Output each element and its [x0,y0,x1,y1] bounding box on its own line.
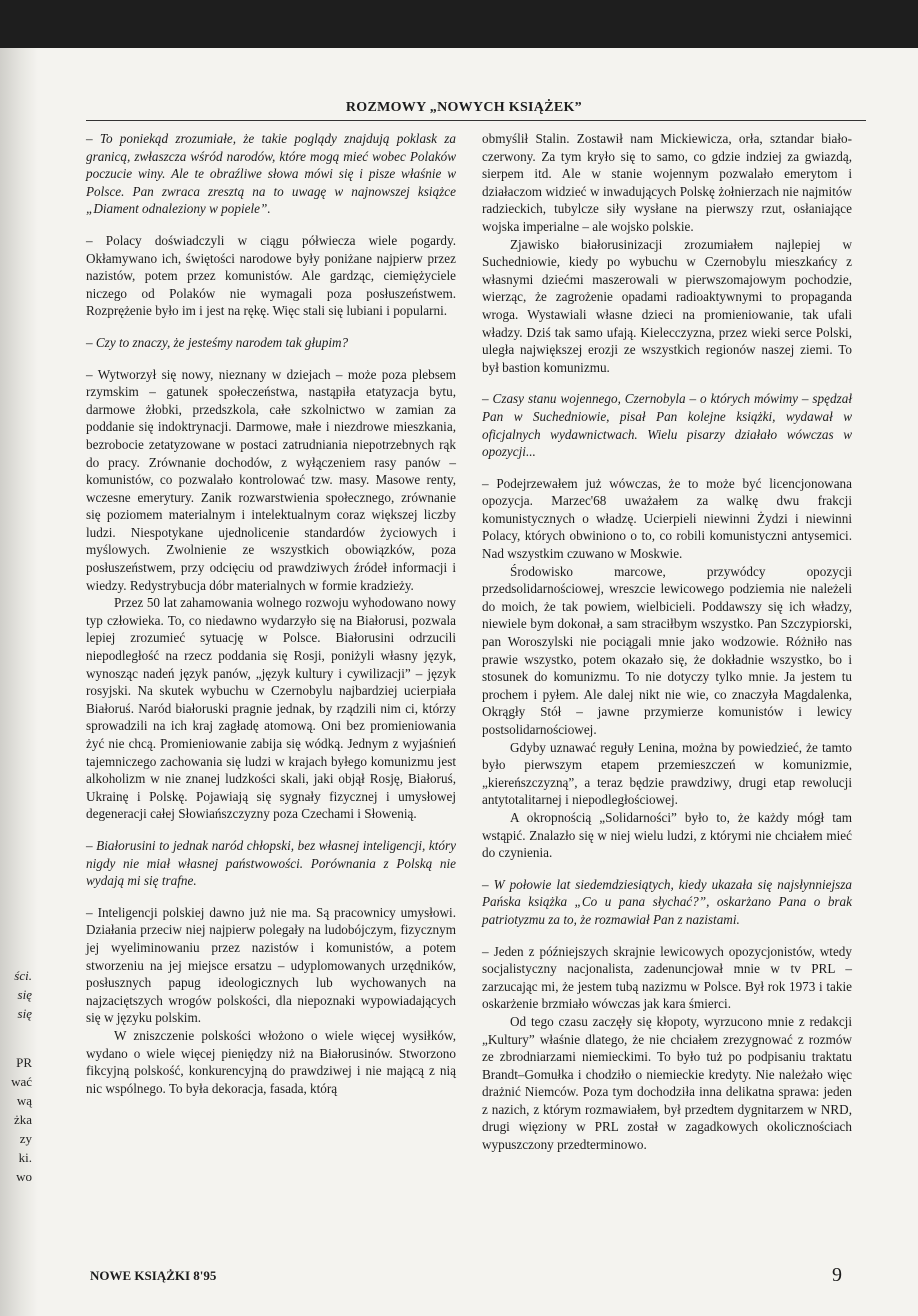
interview-question: – To poniekąd zrozumiałe, że takie poglądy znajdują poklask za granicą, zwłaszcza wśród narodów, które mogą mieć wobec Polaków poczucie winy. Ale te obraźliwe słowa mówi się i pisze właśnie w Polsce. Pan zwraca zresztą na to uwagę w najnowszej książce „Diament odnaleziony w popiele”. [86,131,456,217]
interview-answer: A okropnością „Solidarności” było to, że każdy mógł tam wstąpić. Znalazło się w niej wielu ludzi, z którymi nie chciałem mieć do czynienia. [482,809,852,861]
margin-fragment: żka [13,1112,32,1127]
margin-fragment: wą [16,1093,32,1108]
interview-answer: Zjawisko białorusinizacji zrozumiałem najlepiej w Suchedniowie, kiedy po wybuchu w Czernobylu mieszkańcy z własnymi dziećmi maszerowali w pierwszomajowym pochodzie, wierząc, że zagrożenie opadami radioaktywnymi to propaganda wroga. Wystawiali własne dzieci na promieniowanie, tak ufali władzy. Dziś tak samo ufają. Kielecczyzna, przez wieki serce Polski, uległa największej erozji ze wszystkich regionów naszej ziemi. To był bastion komunizmu. [482,236,852,375]
margin-fragment: PR [16,1055,32,1070]
left-column [86,130,456,1097]
right-column [482,130,852,1154]
margin-fragment: ki. [18,1150,32,1165]
previous-page-margin [0,966,34,1186]
interview-answer: Przez 50 lat zahamowania wolnego rozwoju wyhodowano nowy typ człowieka. To, co niedawno wydarzyło się na Białorusi, pozwala lepiej zrozumieć sytuację w Polsce. Białorusini odrzucili niepodległość na rzecz poddania się Rosji, poniżyli własny język, wynosząc nadeń język panów, „język kultury i cywilizacji” – język rosyjski. Na skutek wybuchu w Czernobylu najbardziej ucierpiała Białoruś. Naród białoruski pragnie jednak, by rządzili nim ci, którzy sprowadzili na ich kraj zagładę atomową. Oni bez promieniowania żyć nie chcą. Promieniowanie zabija się wódką. Jednym z wyjaśnień tajemniczego zachowania się ludzi w krajach byłego komunizmu jest alkoholizm w nie znanej ludzkości skali, jaki objął Rosję, Białoruś, Ukrainę i Polskę. Pojawiają się sygnały fizycznej i umysłowej degeneracji całej Słowiańszczyzny poza Czechami i Słowenią. [86,595,456,822]
footer-publication: NOWE KSIĄŻKI 8'95 [90,1268,217,1283]
interview-answer: – Polacy doświadczyli w ciągu półwiecza wiele pogardy. Okłamywano ich, świętości narodowe były poniżane najpierw przez nazistów, potem przez komunistów. Ale gardząc, ciemiężyciele niczego od Polaków nie wymagali poza posłuszeństwem. Rozprężenie było im i jest na rękę. Więc stali się lubiani i popularni. [86,232,456,319]
interview-question: – W połowie lat siedemdziesiątych, kiedy ukazała się najsłynniejsza Pańska książka „Co u pana słychać?”, oskarżano Pana o brak patriotyzmu za to, że rozmawiał Pan z nazistami. [482,876,852,927]
interview-answer: W zniszczenie polskości włożono o wiele więcej wysiłków, wydano o wiele więcej pieniędzy niż na Białorusinów. Stworzono fikcyjną polskość, konkurencyjną do prawdziwej i nie mającą z nią nic wspólnego. To była dekoracja, fasada, którą [86,1027,456,1096]
interview-answer: Gdyby uznawać reguły Lenina, można by powiedzieć, że tamto było pierwszym etapem przemieszczeń w komunizmie, „kiereńszczyzną”, a teraz będzie prawdziwy, drugi etap rewolucji antytotalitarnej i niepodległościowej. [482,739,852,808]
scan-top-border [0,0,918,48]
header-title: ROZMOWY „NOWYCH KSIĄŻEK” [345,100,582,115]
interview-answer: – Jeden z późniejszych skrajnie lewicowych opozycjonistów, wtedy socjalistyczny nacjonalista, zadenuncjował mnie w tv PRL – zarzucając mi, że jestem tubą nazizmu w Polsce. Był rok 1973 i takie oskarżenie brzmiało wówczas jak kara śmierci. [482,943,852,1012]
margin-fragment: się [17,987,32,1002]
margin-fragment: ści. [14,968,32,983]
interview-answer: Od tego czasu zaczęły się kłopoty, wyrzucono mnie z redakcji „Kultury” właśnie dlatego, że nie chciałem zrezygnować z rozmów ze zbrodniarzami niemieckimi. To było tuż po podpisaniu traktatu Brandt–Gomułka i chodziło o niemieckie kredyty. Nie należało więc drażnić Niemców. Poza tym dochodziła inna delikatna sprawa: jeden z nazich, z którym rozmawiałem, był przedtem dygnitarzem w NRD, drugi więziony w PRL został w zagadkowych okolicznościach wypuszczony przedterminowo. [482,1013,852,1153]
margin-fragment: się [17,1006,32,1021]
interview-answer: – Podejrzewałem już wówczas, że to może być licencjonowana opozycja. Marzec'68 uważałem za walkę dwu frakcji komunistycznych o władzę. Ucierpieli niewinni Żydzi i niewinni Polacy, których obwiniono o to, co robili komunistyczni antysemici. Nad wszystkim czuwano w Moskwie. [482,475,852,562]
page-number: 9 [832,1264,842,1286]
running-header [86,100,866,121]
interview-question: – Czy to znaczy, że jesteśmy narodem tak głupim? [86,334,349,350]
interview-answer: obmyślił Stalin. Zostawił nam Mickiewicza, orła, sztandar biało-czerwony. Za tym kryło się to samo, co gdzie indziej za gwiazdą, sierpem itd. Ale w stanie wojennym pozwalało emerytom i działaczom widzieć w inwadujących Polskę żołnierzach nie najmitów radzieckich, tubylcze siły wysłane na pierwszy rzut, osłaniające wojska imperialne – ale wojsko polskie. [482,131,852,234]
interview-question: – Czasy stanu wojennego, Czernobyla – o których mówimy – spędzał Pan w Suchedniowie, pisał Pan kolejne książki, wydawał w oficjalnych wydawnictwach. Wielu pisarzy działało wówczas w opozycji... [482,391,852,460]
margin-fragment: wać [11,1074,32,1089]
margin-fragment: zy [19,1131,32,1146]
interview-answer: – Inteligencji polskiej dawno już nie ma. Są pracownicy umysłowi. Działania przeciw niej najpierw polegały na ludobójczym, fizycznym jej wyeliminowaniu przez nazistów i komunistów, a potem stworzeniu na jej miejsce ersatzu – udyplomowanych urzędników, posłusznych papug ideologicznych lub wychowanych na najzaciętszych wrogów polskości, dla niepoznaki wypowiadających się w języku polskim. [86,904,456,1026]
interview-answer: – Wytworzył się nowy, nieznany w dziejach – może poza plebsem rzymskim – gatunek społeczeństwa, nastąpiła etatyzacja bytu, darmowe żłobki, przedszkola, całe szkolnictwo w zamian za poddanie się indoktrynacji. Darmowe, małe i niezdrowe mieszkania, bezrobocie zetatyzowane w postaci zatrudniania niepotrzebnych rąk do pracy. Zrównanie dochodów, z wyłączeniem rasy panów – komunistów, co pozwalało kontrolować tzw. masy. Masowe renty, wczesne emerytury. Zanik rozwarstwienia społecznego, zrównanie się poziomem materialnym i intelektualnym coraz większej liczby ludzi. Niespotykane ujednolicenie standardów życiowych i myślowych. Zwolnienie ze wszystkich obowiązków, poza posłuszeństwem, przy odcięciu od prawdziwych źródeł informacji i wiedzy. Redystrybucja dóbr materialnych w formie kradzieży. [86,366,456,593]
interview-answer: Środowisko marcowe, przywódcy opozycji przedsolidarnościowej, wreszcie lewicowego podziemia nie należeli do moich, że tak powiem, wielbicieli. Poddawszy się ich władzy, niewiele bym dokonał, a sam straciłbym wszystko. Pan Szczypiorski, pan Woroszylski nie pociągali mnie jako wodzowie. Różniło nas prawie wszystko, potem okazało się, że dokładnie wszystko, bo i stosunek do komunizmu. To nie dotyczy tylko mnie. Ja jestem tu prochem i pyłem. Ale dalej nikt nie wie, co znaczyła Magdalenka, Okrągły Stół – jawne przymierze komunistów i lewicy postsolidarnościowej. [482,563,852,737]
margin-fragment: wo [16,1169,32,1184]
interview-question: – Białorusini to jednak naród chłopski, bez własnej inteligencji, który nigdy nie miał własnej państwowości. Porównania z Polską nie wydają mi się trafne. [86,837,456,889]
